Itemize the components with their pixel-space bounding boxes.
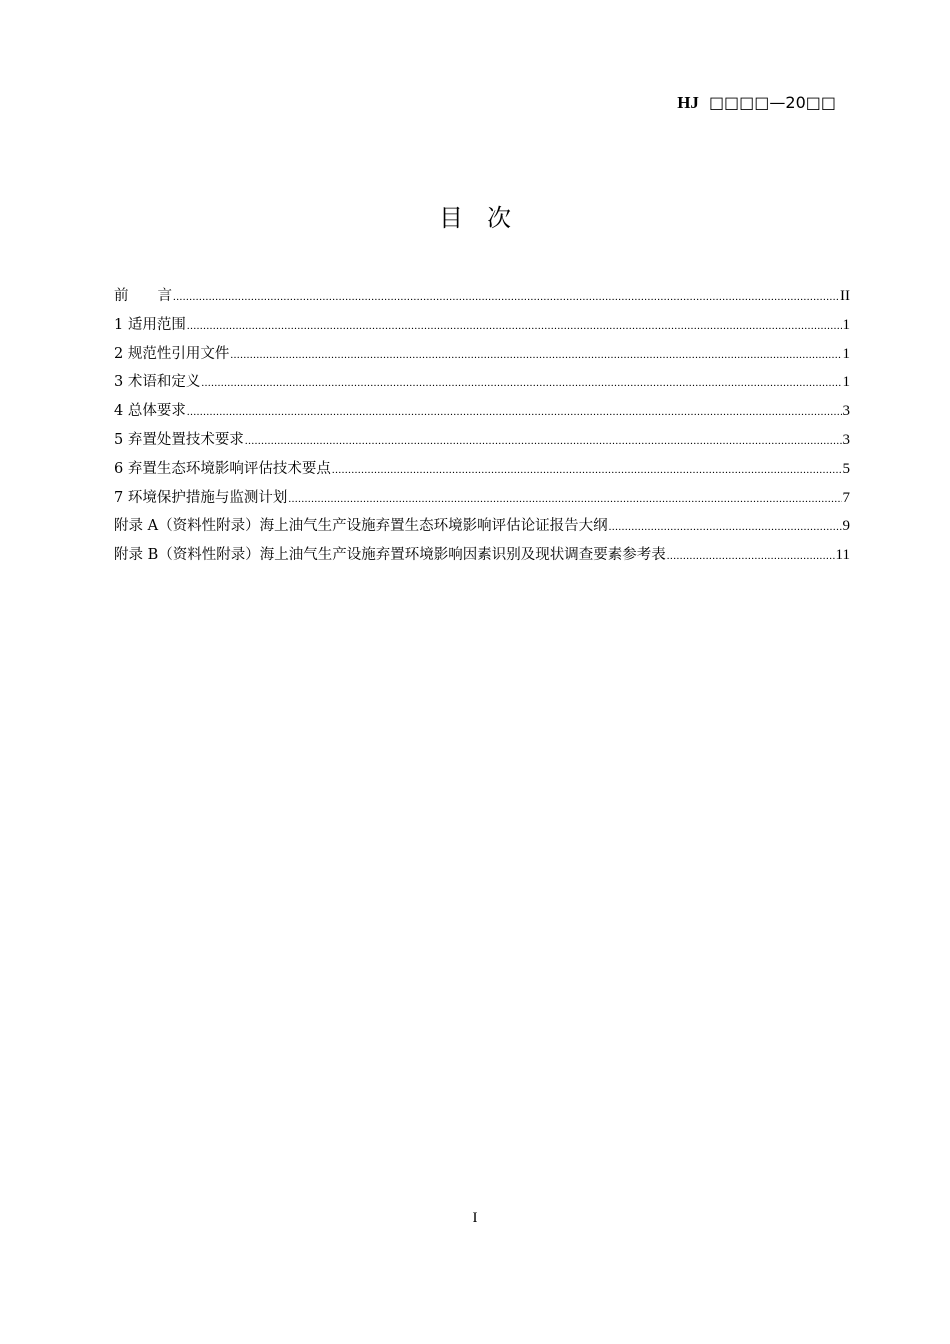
toc-dot-leader [173,285,839,309]
toc-entry-appendix-a[interactable] [114,514,850,543]
toc-entry-6[interactable] [114,457,850,486]
toc-entry-label: 6 弃置生态环境影响评估技术要点 [114,460,331,477]
toc-entry-label: 4 总体要求 [114,403,186,420]
toc-entry-label: 7 环境保护措施与监测计划 [114,489,288,506]
page-number: I [472,1210,478,1226]
toc-dot-leader [245,429,842,453]
toc-entry-2[interactable] [114,342,850,371]
toc-entry-label: 5 弃置处置技术要求 [114,431,244,448]
toc-entry-page: 1 [842,316,850,333]
toc-title-text: 目 次 [439,204,511,232]
toc-entry-page: 9 [842,518,850,535]
toc-entry-page: 3 [842,431,850,448]
toc-dot-leader [187,314,842,338]
toc-title [0,203,950,233]
toc-entry-5[interactable] [114,428,850,457]
toc-dot-leader [667,544,835,568]
toc-entry-label: 附录 B（资料性附录）海上油气生产设施弃置环境影响因素识别及现状调查要素参考表 [114,547,666,564]
toc-entry-4[interactable] [114,399,850,428]
standard-prefix: HJ [677,93,699,112]
toc-entry-page: 1 [842,345,850,362]
toc-entry-page: 5 [842,460,850,477]
toc-dot-leader [230,343,841,367]
toc-entry-page: 1 [842,374,850,391]
toc-entry-page: II [840,288,850,304]
toc-dot-leader [332,458,842,482]
standard-number: □□□□—20□□ [708,93,836,112]
toc-entry-page: 3 [842,403,850,420]
standard-code-header [677,92,836,114]
toc-dot-leader [288,487,841,511]
toc-dot-leader [187,400,842,424]
toc-entry-preface[interactable] [114,284,850,313]
toc-entry-page: 11 [835,547,850,564]
toc-entry-1[interactable] [114,313,850,342]
toc-entry-label: 3 术语和定义 [114,374,201,391]
toc-dot-leader [201,371,841,395]
toc-entry-7[interactable] [114,486,850,515]
toc-entry-label: 附录 A（资料性附录）海上油气生产设施弃置生态环境影响评估论证报告大纲 [114,518,608,535]
toc-entry-label: 1 适用范围 [114,316,186,333]
toc-entry-label: 前 言 [114,288,172,304]
toc-entry-label: 2 规范性引用文件 [114,345,230,362]
toc-dot-leader [609,515,842,539]
table-of-contents [114,284,850,572]
toc-entry-page: 7 [842,489,850,506]
toc-entry-3[interactable] [114,370,850,399]
toc-entry-appendix-b[interactable] [114,543,850,572]
